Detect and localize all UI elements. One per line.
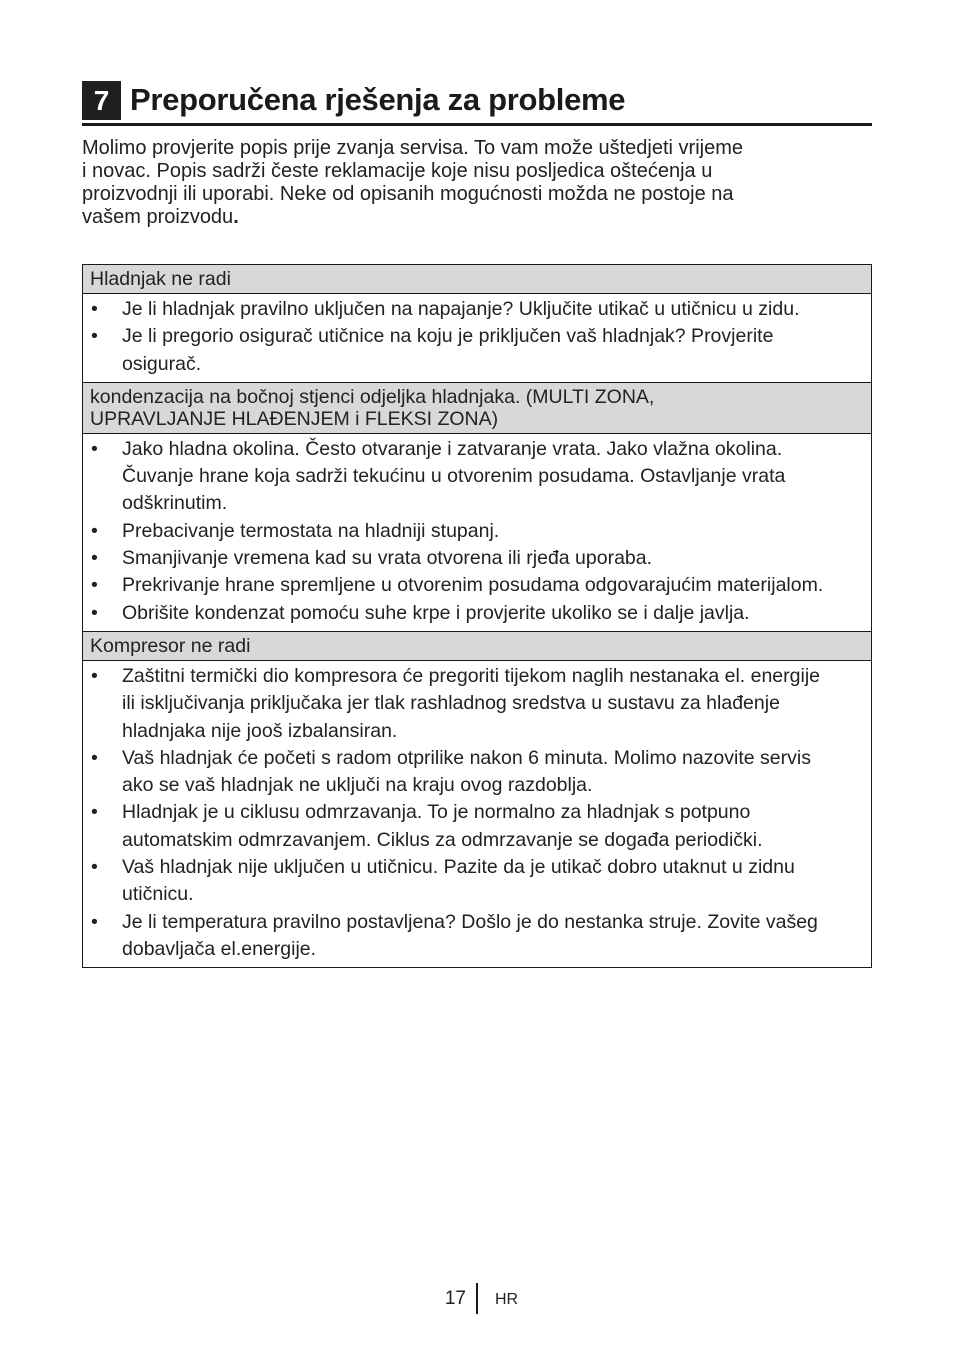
troubleshooting-table bbox=[82, 264, 872, 968]
solution-item bbox=[83, 323, 871, 378]
problem-header-line: Kompresor ne radi bbox=[90, 634, 251, 657]
solution-list bbox=[83, 434, 871, 632]
solution-item bbox=[83, 663, 871, 745]
solution-item bbox=[83, 436, 871, 518]
solution-line: osigurač. bbox=[122, 352, 202, 375]
bullet-icon: • bbox=[91, 547, 98, 570]
solution-line: Hladnjak je u ciklusu odmrzavanja. To je normalno za hladnjak s potpuno bbox=[122, 801, 751, 824]
intro-end-mark: . bbox=[233, 206, 239, 228]
solution-list bbox=[83, 661, 871, 967]
problem-header-line: Hladnjak ne radi bbox=[90, 268, 231, 290]
solution-line: hladnjaka nije jooš izbalansiran. bbox=[122, 719, 398, 742]
solution-line: Jako hladna okolina. Često otvaranje i zatvaranje vrata. Jako vlažna okolina. bbox=[122, 437, 783, 460]
problem-header bbox=[83, 383, 871, 434]
page-footer bbox=[0, 1283, 954, 1315]
solution-item bbox=[83, 854, 871, 909]
solution-line: Je li hladnjak pravilno uključen na napajanje? Uključite utikač u utičnicu u zidu. bbox=[122, 298, 800, 320]
bullet-icon: • bbox=[91, 801, 98, 824]
solution-item bbox=[83, 518, 871, 545]
bullet-icon: • bbox=[91, 437, 98, 460]
solution-line: utičnicu. bbox=[122, 883, 194, 906]
solution-line: Obrišite kondenzat pomoću suhe krpe i provjerite ukoliko se i dalje javlja. bbox=[122, 601, 750, 624]
solution-item bbox=[83, 600, 871, 627]
intro-line bbox=[82, 206, 822, 229]
bullet-icon: • bbox=[91, 910, 98, 933]
bullet-icon: • bbox=[91, 856, 98, 879]
solution-item bbox=[83, 745, 871, 800]
solution-line: Prekrivanje hrane spremljene u otvorenim posudama odgovarajućim materijalom. bbox=[122, 574, 824, 597]
solution-item bbox=[83, 545, 871, 572]
problem-header-line: kondenzacija na bočnoj stjenci odjeljka hladnjaka. (MULTI ZONA, bbox=[90, 385, 655, 408]
bullet-icon: • bbox=[91, 574, 98, 597]
solution-line: Je li pregorio osigurač utičnice na koju je priključen vaš hladnjak? Provjerite bbox=[122, 325, 774, 348]
bullet-icon: • bbox=[91, 298, 98, 320]
footer-separator bbox=[476, 1283, 478, 1314]
intro-line: i novac. Popis sadrži česte reklamacije koje nisu posljedica oštećenja u bbox=[82, 160, 713, 182]
solution-line: ako se vaš hladnjak ne uključi na kraju ovog razdoblja. bbox=[122, 774, 593, 797]
bullet-icon: • bbox=[91, 664, 98, 687]
problem-header bbox=[83, 265, 871, 294]
chapter-heading bbox=[82, 81, 872, 126]
page-number: 17 bbox=[444, 1288, 466, 1309]
bullet-icon: • bbox=[91, 746, 98, 769]
solution-line: odškrinutim. bbox=[122, 492, 228, 515]
bullet-icon: • bbox=[91, 519, 98, 542]
solution-line: Vaš hladnjak nije uključen u utičnicu. Pazite da je utikač dobro utaknut u zidnu bbox=[122, 856, 795, 879]
solution-line: Čuvanje hrane koja sadrži tekućinu u otvorenim posudama. Ostavljanje vrata bbox=[122, 465, 786, 488]
solution-line: Smanjivanje vremena kad su vrata otvorena ili rjeđa uporaba. bbox=[122, 547, 653, 570]
solution-line: Je li temperatura pravilno postavljena? Došlo je do nestanka struje. Zovite vašeg bbox=[122, 910, 818, 933]
intro-paragraph bbox=[82, 137, 822, 229]
solution-list bbox=[83, 294, 871, 383]
solution-line: Vaš hladnjak će početi s radom otprilike nakon 6 minuta. Molimo nazovite servis bbox=[122, 746, 811, 769]
solution-item bbox=[83, 296, 871, 323]
solution-line: ili isključivanja priključaka jer tlak rashladnog sredstva u sustavu za hlađenje bbox=[122, 692, 780, 715]
solution-line: Zaštitni termički dio kompresora će pregoriti tijekom naglih nestanaka el. energije bbox=[122, 664, 820, 687]
solution-line: Prebacivanje termostata na hladniji stupanj. bbox=[122, 519, 500, 542]
solution-line: automatskim odmrzavanjem. Ciklus za odmrzavanje se događa periodički. bbox=[122, 828, 763, 851]
bullet-icon: • bbox=[91, 325, 98, 348]
intro-line-text: vašem proizvodu bbox=[82, 206, 234, 228]
bullet-icon: • bbox=[91, 601, 98, 624]
solution-item bbox=[83, 909, 871, 964]
chapter-title: Preporučena rješenja za probleme bbox=[130, 82, 626, 117]
language-code: HR bbox=[495, 1291, 519, 1308]
problem-header-line: UPRAVLJANJE HLAĐENJEM i FLEKSI ZONA) bbox=[90, 407, 499, 430]
intro-line: proizvodnji ili uporabi. Neke od opisanih mogućnosti možda ne postoje na bbox=[82, 183, 734, 205]
solution-item bbox=[83, 572, 871, 599]
problem-header bbox=[83, 632, 871, 661]
chapter-number: 7 bbox=[82, 81, 121, 120]
solution-line: dobavljača el.energije. bbox=[122, 937, 317, 960]
intro-line: Molimo provjerite popis prije zvanja servisa. To vam može uštedjeti vrijeme bbox=[82, 137, 743, 159]
solution-item bbox=[83, 799, 871, 854]
